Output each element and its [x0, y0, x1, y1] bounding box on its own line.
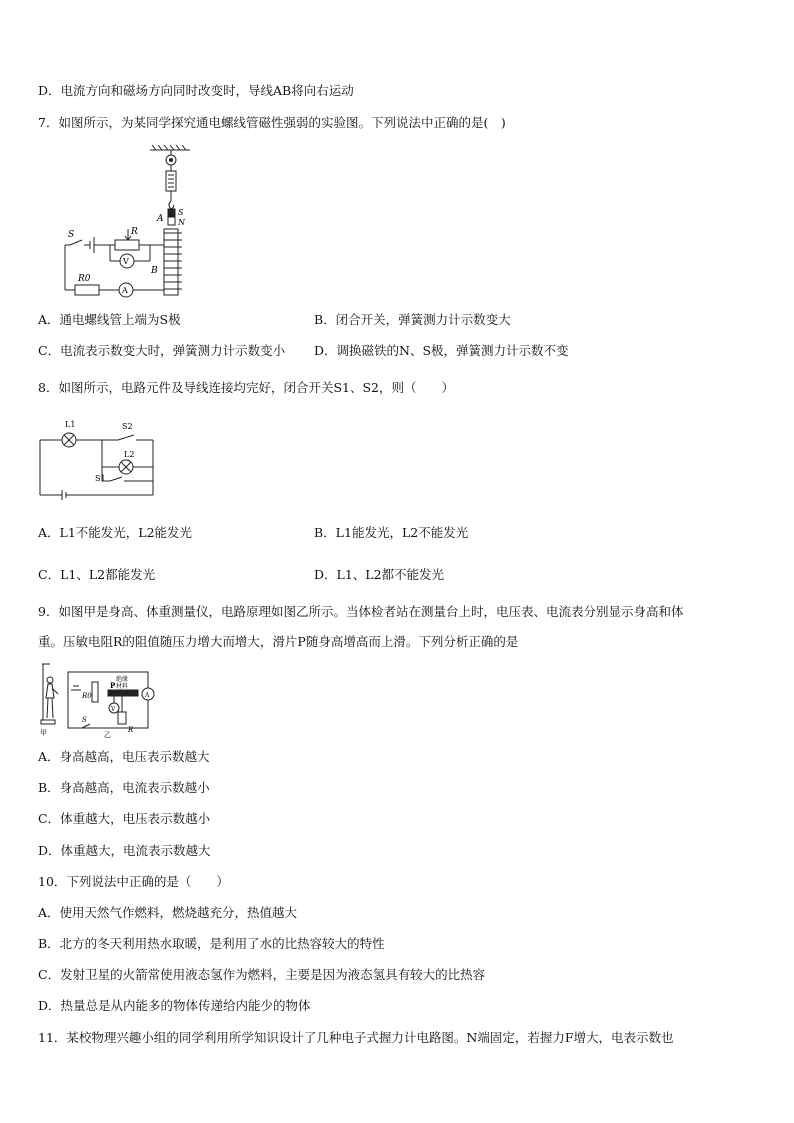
q8-option-d: D．L1、L2都不能发光 — [314, 567, 445, 582]
q8-fig-label-s2: S2 — [122, 422, 133, 431]
q7-option-b: B．闭合开关，弹簧测力计示数变大 — [314, 312, 511, 327]
q7-figure — [60, 145, 200, 300]
q9-option-c: C．体重越大，电压表示数越小 — [38, 811, 211, 826]
q7-fig-label-s-switch: S — [68, 230, 75, 240]
q7-fig-label-r: R — [131, 227, 138, 237]
q9-fig-label-p: P — [110, 681, 116, 690]
q9-fig-label-insulator: 绝缘 — [116, 676, 129, 683]
q10-stem: 10．下列说法中正确的是（ ） — [38, 874, 229, 889]
q7-option-c: C．电流表示数变大时，弹簧测力计示数变小 — [38, 343, 286, 358]
q7-fig-label-s-pole: S — [178, 208, 184, 217]
q10-option-b: B．北方的冬天利用热水取暖，是利用了水的比热容较大的特性 — [38, 936, 385, 951]
q8-option-a: A．L1不能发光，L2能发光 — [38, 525, 193, 540]
q9-option-b: B．身高越高，电流表示数越小 — [38, 780, 210, 795]
q8-fig-label-l2: L2 — [124, 450, 135, 459]
q7-fig-label-n-pole: N — [178, 218, 185, 227]
q6-option-d: D．电流方向和磁场方向同时改变时，导线AB将向右运动 — [38, 83, 354, 98]
q8-stem: 8．如图所示，电路元件及导线连接均完好，闭合开关S1、S2，则（ ） — [38, 380, 454, 395]
q9-fig-label-r: R — [128, 726, 134, 734]
q9-fig-label-s: S — [82, 716, 87, 724]
q9-stem-line2: 重。压敏电阻R的阻值随压力增大而增大，滑片P随身高增高而上滑。下列分析正确的是 — [38, 634, 519, 649]
q9-option-a: A．身高越高，电压表示数越大 — [38, 749, 210, 764]
q7-option-a: A．通电螺线管上端为S极 — [38, 312, 181, 327]
q7-option-d: D．调换磁铁的N、S极，弹簧测力计示数不变 — [314, 343, 569, 358]
q10-option-d: D．热量总是从内能多的物体传递给内能少的物体 — [38, 998, 311, 1013]
q7-stem: 7．如图所示，为某同学探究通电螺线管磁性强弱的实验图。下列说法中正确的是( ) — [38, 115, 506, 130]
q9-stem-line1: 9．如图甲是身高、体重测量仪，电路原理如图乙所示。当体检者站在测量台上时，电压表、电流表分别显示身高和体 — [38, 604, 684, 619]
q7-fig-label-v: V — [123, 257, 129, 266]
q9-figure — [38, 660, 156, 738]
q8-figure — [38, 415, 158, 500]
q9-fig-label-yi: 乙 — [104, 731, 111, 738]
q10-option-a: A．使用天然气作燃料，燃烧越充分，热值越大 — [38, 905, 298, 920]
q7-fig-label-ammeter: A — [122, 286, 128, 295]
q8-option-c: C．L1、L2都能发光 — [38, 567, 156, 582]
q9-fig-label-material: 材料 — [116, 683, 129, 690]
q9-fig-label-v: V — [111, 706, 116, 713]
q8-fig-label-s1: S1 — [95, 474, 106, 483]
q9-fig-label-jia: 甲 — [40, 729, 47, 737]
q7-fig-label-r0: R0 — [78, 274, 91, 284]
q7-fig-label-b: B — [151, 266, 158, 276]
q10-option-c: C．发射卫星的火箭常使用液态氢作为燃料，主要是因为液态氢具有较大的比热容 — [38, 967, 486, 982]
q8-fig-label-l1: L1 — [65, 420, 76, 429]
q8-option-b: B．L1能发光，L2不能发光 — [314, 525, 469, 540]
q9-fig-label-r0: R0 — [82, 692, 92, 700]
q9-option-d: D．体重越大，电流表示数越大 — [38, 843, 211, 858]
q11-stem: 11．某校物理兴趣小组的同学利用所学知识设计了几种电子式握力计电路图。N端固定，若握力F增大，电表示数也 — [38, 1030, 674, 1045]
q7-fig-label-a: A — [157, 214, 164, 224]
q9-fig-label-a: A — [145, 692, 150, 699]
